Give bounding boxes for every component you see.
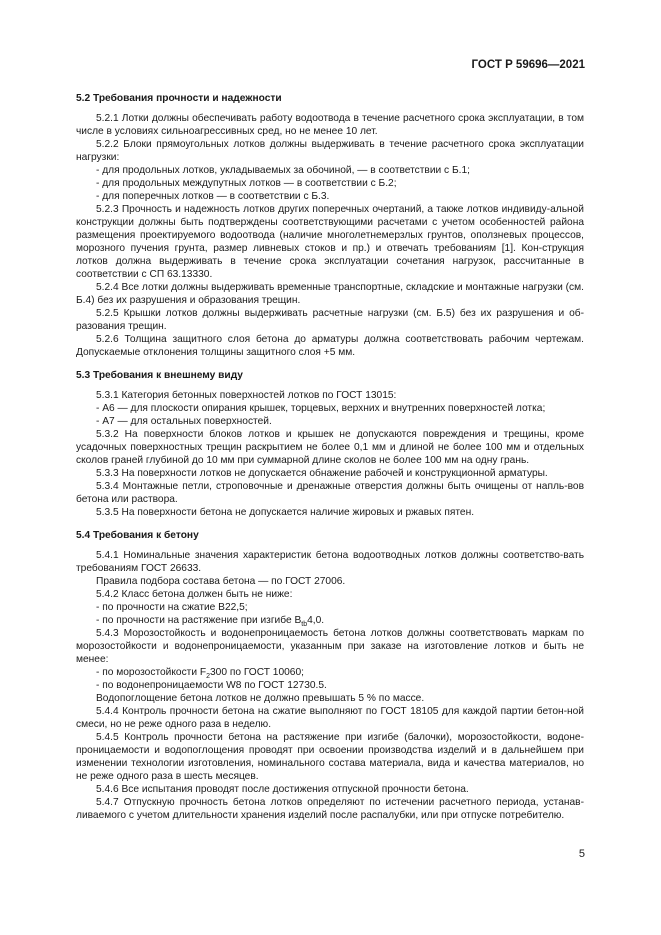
- list-item: - для поперечных лотков — в соответствии с Б.3.: [96, 191, 330, 202]
- subscript: 2: [206, 673, 210, 681]
- paragraph-5-4-3-b: Водопоглощение бетона лотков не должно превышать 5 % по массе.: [96, 693, 425, 704]
- section-heading-5-4: 5.4 Требования к бетону: [76, 530, 199, 541]
- paragraph-5-4-2: 5.4.2 Класс бетона должен быть не ниже:: [96, 589, 293, 600]
- paragraph-5-4-1: 5.4.1 Номинальные значения характеристик бетона водоотводных лотков должны соответство-вать требованиям ГОСТ 26633.: [76, 550, 584, 574]
- section-heading-5-2: 5.2 Требования прочности и надежности: [76, 93, 282, 104]
- list-item: - А7 — для остальных поверхностей.: [96, 416, 272, 427]
- list-item: - по водонепроницаемости W8 по ГОСТ 12730.5.: [96, 680, 327, 691]
- list-item: - для продольных междупутных лотков — в соответствии с Б.2;: [96, 178, 397, 189]
- paragraph-5-3-2: 5.3.2 На поверхности блоков лотков и крышек не допускаются повреждения и трещины, кроме усадочных поверхностных трещин раскрытием не более 0,1 мм и длиной не более 100 мм и отдельных сколов граней глубиной до 10 мм при суммарной длине сколов не более 100 мм на одну грань.: [76, 429, 584, 466]
- list-item-text: 300 по ГОСТ 10060;: [210, 667, 304, 678]
- paragraph-5-4-3: 5.4.3 Морозостойкость и водонепроницаемость бетона лотков должны соответствовать маркам по морозостойкости и водонепроницаемости, указанным при заказе на изготовление лотков и быть не менее:: [76, 628, 584, 665]
- paragraph-5-2-1: 5.2.1 Лотки должны обеспечивать работу водоотвода в течение расчетного срока эксплуатации, в том числе в условиях сильноагрессивных сред, но не менее 10 лет.: [76, 113, 584, 137]
- paragraph-5-4-4: 5.4.4 Контроль прочности бетона на сжатие выполняют по ГОСТ 18105 для каждой партии бетон-ной смеси, но не реже одного раза в неделю.: [76, 706, 584, 730]
- list-item: - для продольных лотков, укладываемых за обочиной, — в соответствии с Б.1;: [96, 165, 470, 176]
- list-item-text: - по морозостойкости F: [96, 667, 207, 678]
- document-body: [76, 92, 584, 822]
- list-item-text: - по прочности на растяжение при изгибе В: [96, 615, 302, 626]
- list-item-text: 4,0.: [307, 615, 325, 626]
- paragraph-5-3-3: 5.3.3 На поверхности лотков не допускается обнажение рабочей и конструкционной арматуры.: [96, 468, 548, 479]
- paragraph-5-2-2: 5.2.2 Блоки прямоугольных лотков должны выдерживать в течение расчетного срока эксплуатации нагрузки:: [76, 139, 584, 163]
- page-number: 5: [578, 848, 585, 860]
- paragraph-5-4-5: 5.4.5 Контроль прочности бетона на растяжение при изгибе (балочки), морозостойкости, водоне-проницаемости и водопоглощения проводят при освоении производства изделий и в дальнейшем при изменении технологии изготовления, номинального состава материала, вида и качества материалов, но не реже одного раза в шесть месяцев.: [76, 732, 584, 782]
- list-item: [76, 614, 584, 627]
- paragraph-5-2-5: 5.2.5 Крышки лотков должны выдерживать расчетные нагрузки (см. Б.5) без их разрушения и об-разования трещин.: [76, 308, 584, 332]
- list-item: [76, 666, 584, 679]
- subscript: tb: [301, 621, 308, 629]
- paragraph-5-3-1: 5.3.1 Категория бетонных поверхностей лотков по ГОСТ 13015:: [96, 390, 397, 401]
- list-item: - А6 — для плоскости опирания крышек, торцевых, верхних и внутренних поверхностей лотка;: [96, 403, 546, 414]
- paragraph-5-2-6: 5.2.6 Толщина защитного слоя бетона до арматуры должна соответствовать рабочим чертежам. Допускаемые отклонения толщины защитного слоя +5 мм.: [76, 334, 584, 358]
- list-item: - по прочности на сжатие В22,5;: [96, 602, 248, 613]
- section-heading-5-3: 5.3 Требования к внешнему виду: [76, 370, 243, 381]
- paragraph-5-3-5: 5.3.5 На поверхности бетона не допускается наличие жировых и ржавых пятен.: [96, 507, 475, 518]
- document-code: ГОСТ Р 59696—2021: [471, 59, 585, 71]
- paragraph-5-4-7: 5.4.7 Отпускную прочность бетона лотков определяют по истечении расчетного периода, устанав-ливаемого с учетом длительности хранения изделий после распалубки, или при отпуске потребителю.: [76, 797, 584, 821]
- paragraph-5-2-3: 5.2.3 Прочность и надежность лотков других поперечных очертаний, а также лотков индивиду-альной конструкции должны быть подтверждены соответствующими расчетами с учетом особенностей района размещения проектируемого водоотвода (наличие многолетнемерзлых грунтов, оползневых процессов, морозного пучения грунта, размер ливневых стоков и пр.) и отвечать требованиям [1]. Кон-струкция лотков должна выдерживать в течение срока эксплуатации сочетания нагрузок, рассчитанные в соответствии с СП 63.13330.: [76, 204, 584, 280]
- paragraph-5-3-4: 5.3.4 Монтажные петли, строповочные и дренажные отверстия должны быть очищены от напль-вов бетона или раствора.: [76, 481, 584, 505]
- paragraph-5-4-1-b: Правила подбора состава бетона — по ГОСТ 27006.: [96, 576, 346, 587]
- paragraph-5-2-4: 5.2.4 Все лотки должны выдерживать временные транспортные, складские и монтажные нагрузки (см. Б.4) без их разрушения и образования трещин.: [76, 282, 584, 306]
- paragraph-5-4-6: 5.4.6 Все испытания проводят после достижения отпускной прочности бетона.: [96, 784, 469, 795]
